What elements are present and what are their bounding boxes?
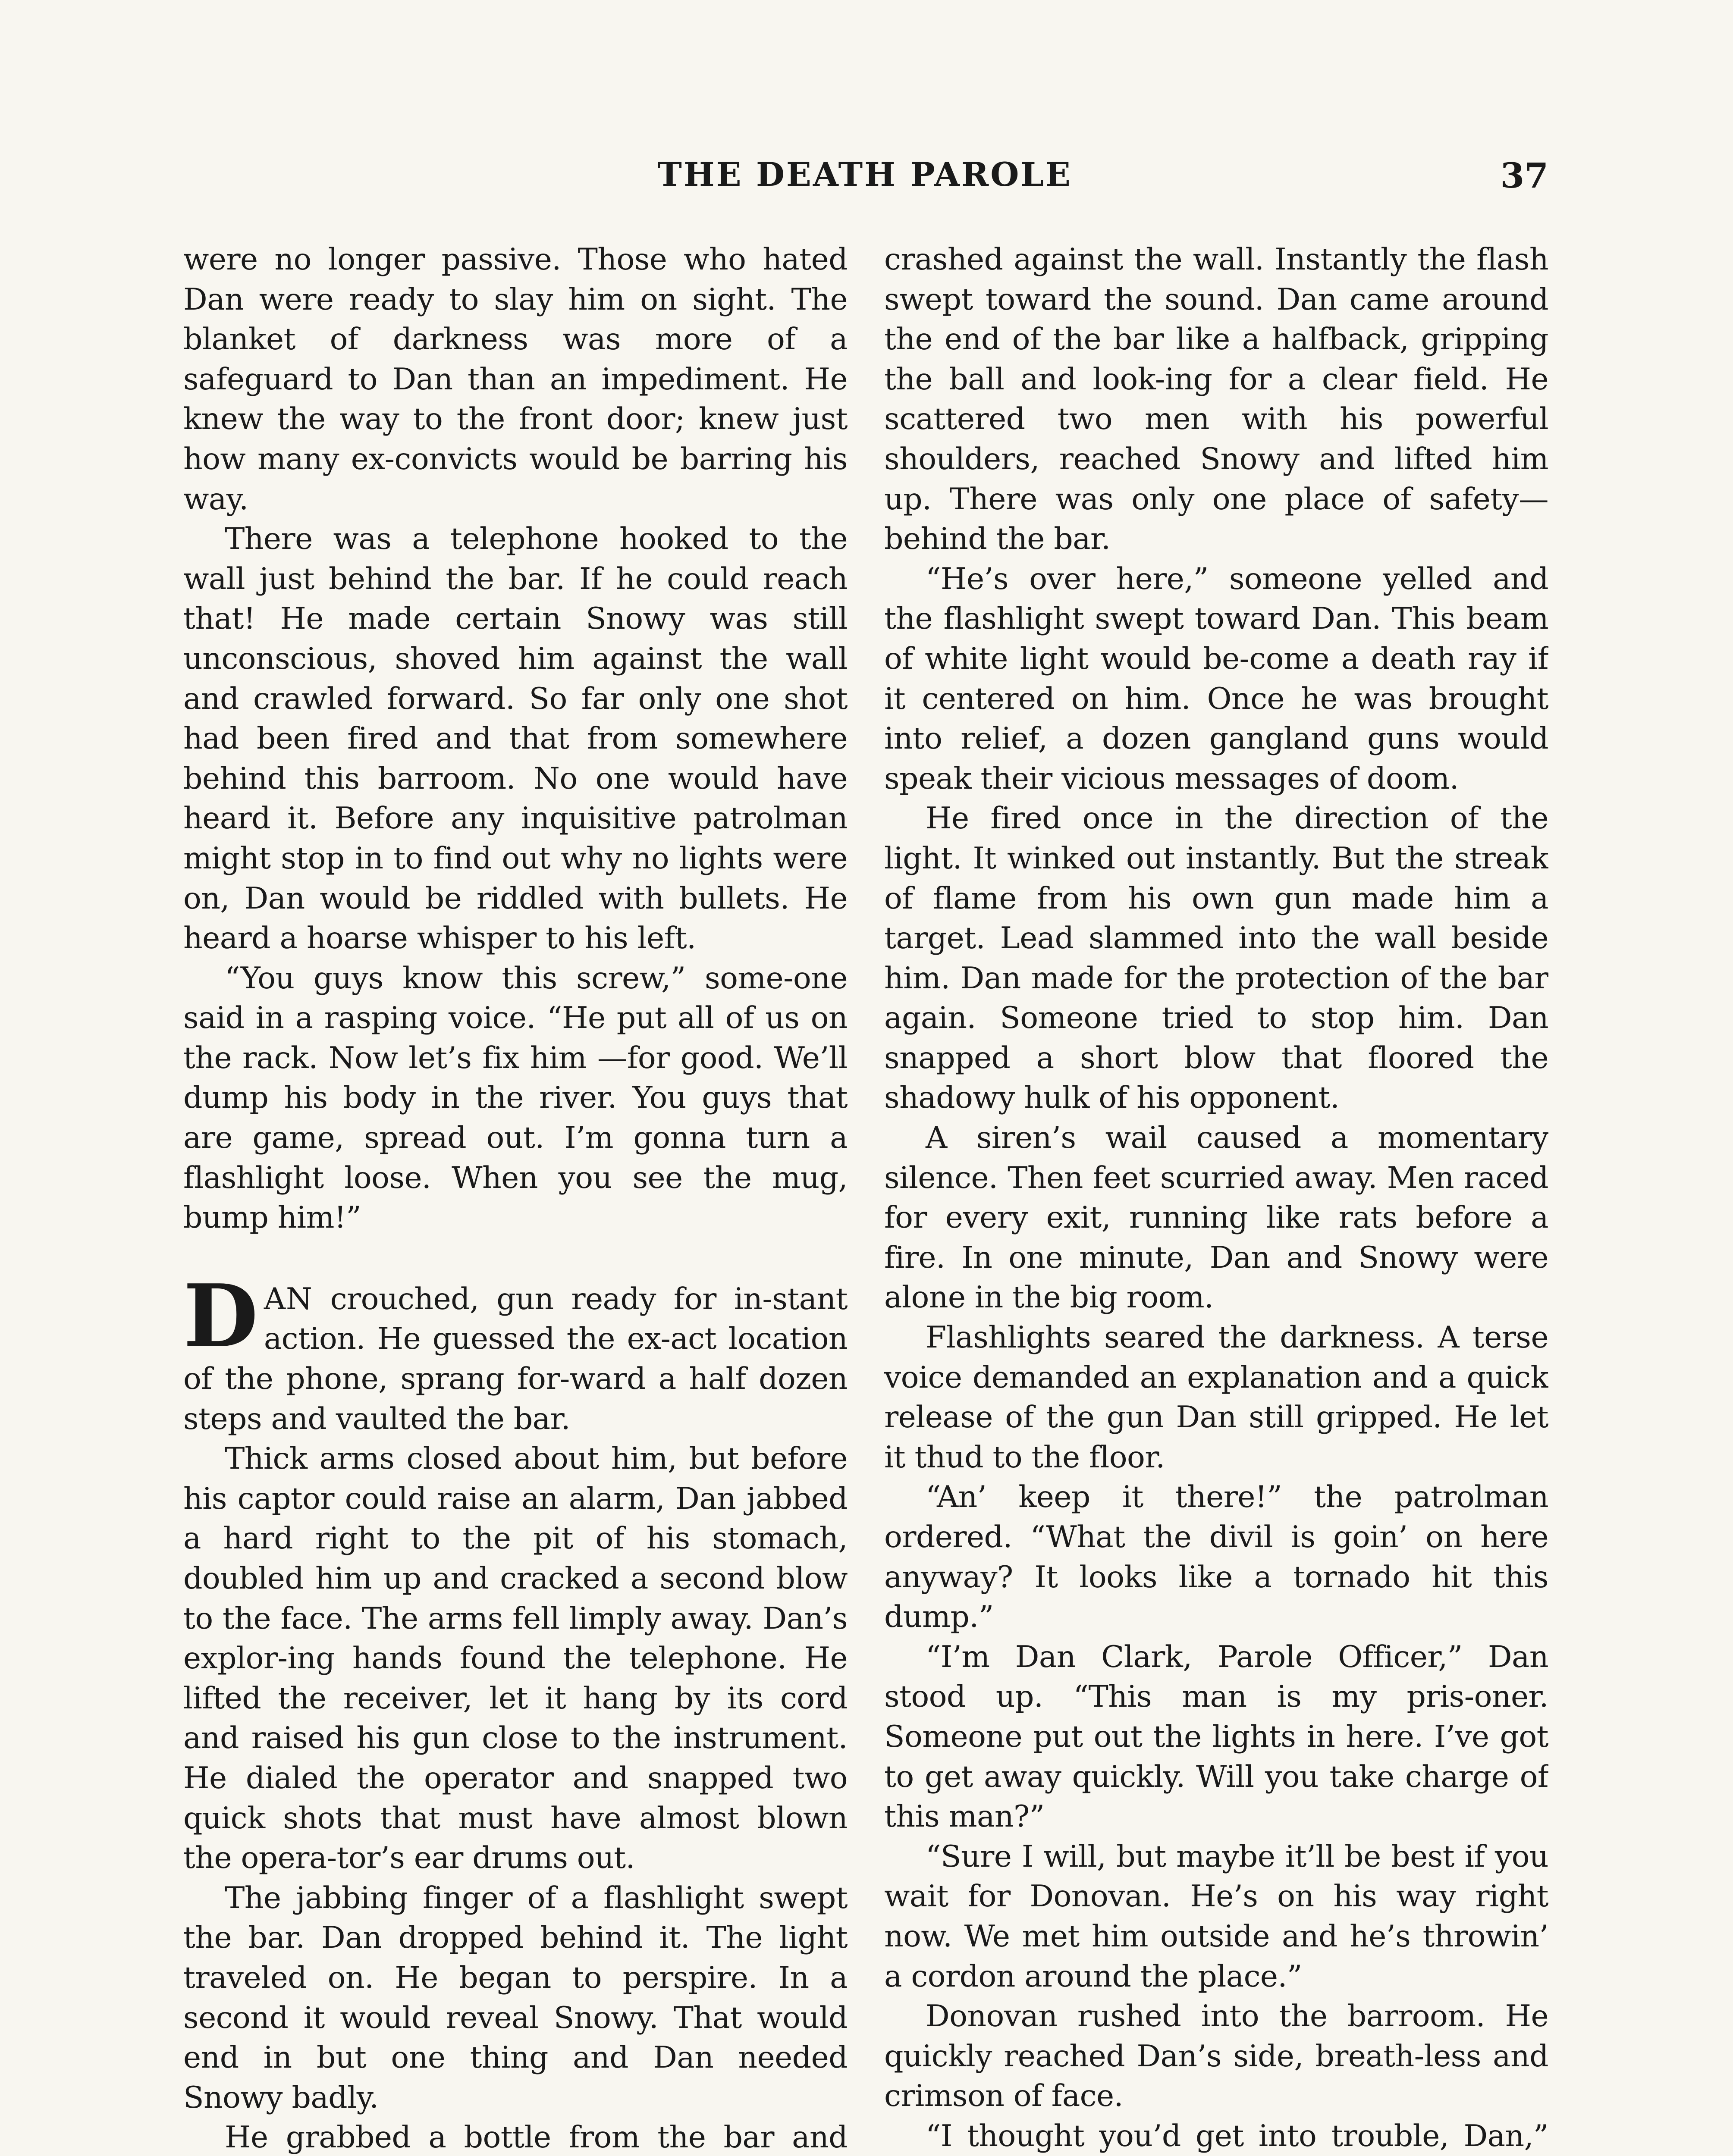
paragraph: “I thought you’d get into trouble, Dan,” (926, 2118, 1548, 2153)
text-columns (183, 240, 1548, 2156)
paragraph: Thick arms closed about him, but before his captor could raise an alarm, Dan jabbed a hard right to the pit of his stomach, doubled him up and cracked a second blow to the face. The arms fell limply away. Dan’s explor-ing hands found the telephone. He lifted the receiver, let it hang by its cord and raised his gun close to the instrument. He dialed the operator and snapped two quick shots that must have almost blown the opera-tor’s ear drums out. (183, 1441, 848, 1876)
paragraph: He grabbed a bottle from the bar and (225, 2120, 848, 2155)
section-start-paragraph (183, 1265, 848, 1439)
running-title: THE DEATH PAROLE (657, 155, 1072, 194)
paragraph: “An’ keep it there!” the patrolman ordered. “What the divil is goin’ on here anyway? It looks like a tornado hit this dump.” (884, 1479, 1548, 1635)
paragraph: “Sure I will, but maybe it’ll be best if you wait for Donovan. He’s on his way right now. We met him outside and he’s throwin’ a cordon around the place.” (884, 1839, 1548, 1994)
paragraph: were no longer passive. Those who hated Dan were ready to slay him on sight. The blanket of darkness was more of a safeguard to Dan than an impediment. He knew the way to the front door; knew just how many ex-convicts would be barring his way. (183, 242, 848, 517)
paragraph: The jabbing finger of a flashlight swept the bar. Dan dropped behind it. The light traveled on. He began to perspire. In a second it would reveal Snowy. That would end in but one thing and Dan needed Snowy badly. (183, 1880, 848, 2115)
paragraph: crashed against the wall. Instantly the flash swept toward the sound. Dan came around the end of the bar like a halfback, gripping the ball and look-ing for a clear field. He scattered two men with his powerful shoulders, reached Snowy and lifted him up. There was only one place of safety— behind the bar. (884, 242, 1548, 557)
paragraph: “I’m Dan Clark, Parole Officer,” Dan stood up. “This man is my pris-oner. Someone put out the lights in here. I’ve got to get away quickly. Will you take charge of this man?” (884, 1639, 1548, 1834)
left-column (183, 240, 848, 2156)
paragraph: He fired once in the direction of the light. It winked out instantly. But the streak of flame from his own gun made him a target. Lead slammed into the wall beside him. Dan made for the protection of the bar again. Someone tried to stop him. Dan snapped a short blow that floored the shadowy hulk of his opponent. (884, 801, 1548, 1116)
page-header (181, 155, 1548, 203)
paragraph: There was a telephone hooked to the wall just behind the bar. If he could reach that! He made certain Snowy was still unconscious, shoved him against the wall and crawled forward. So far only one shot had been fired and that from somewhere behind this barroom. No one would have heard it. Before any inquisitive patrolman might stop in to find out why no lights were on, Dan would be riddled with bullets. He heard a hoarse whisper to his left. (183, 521, 848, 956)
right-column (884, 240, 1548, 2156)
paragraph: “You guys know this screw,” some-one said in a rasping voice. “He put all of us on the rack. Now let’s fix him —for good. We’ll dump his body in the river. You guys that are game, spread out. I’m gonna turn a flashlight loose. When you see the mug, bump him!” (183, 960, 848, 1235)
paragraph: Donovan rushed into the barroom. He quickly reached Dan’s side, breath-less and crimson of face. (884, 1999, 1548, 2114)
small-caps-lead: AN (264, 1281, 313, 1316)
page-number: 37 (1500, 155, 1548, 196)
paragraph: “He’s over here,” someone yelled and the flashlight swept toward Dan. This beam of white light would be-come a death ray if it centered on him. Once he was brought into relief, a dozen gangland guns would speak their vicious messages of doom. (884, 561, 1548, 796)
paragraph-text: crouched, gun ready for in-stant action. He guessed the ex-act location of the phone, sprang for-ward a half dozen steps and vaulted the bar. (183, 1281, 848, 1436)
paragraph: Flashlights seared the darkness. A terse voice demanded an explanation and a quick release of the gun Dan still gripped. He let it thud to the floor. (884, 1320, 1548, 1475)
drop-cap: D (183, 1265, 258, 1367)
paragraph: A siren’s wail caused a momentary silence. Then feet scurried away. Men raced for every exit, running like rats before a fire. In one minute, Dan and Snowy were alone in the big room. (884, 1120, 1548, 1315)
